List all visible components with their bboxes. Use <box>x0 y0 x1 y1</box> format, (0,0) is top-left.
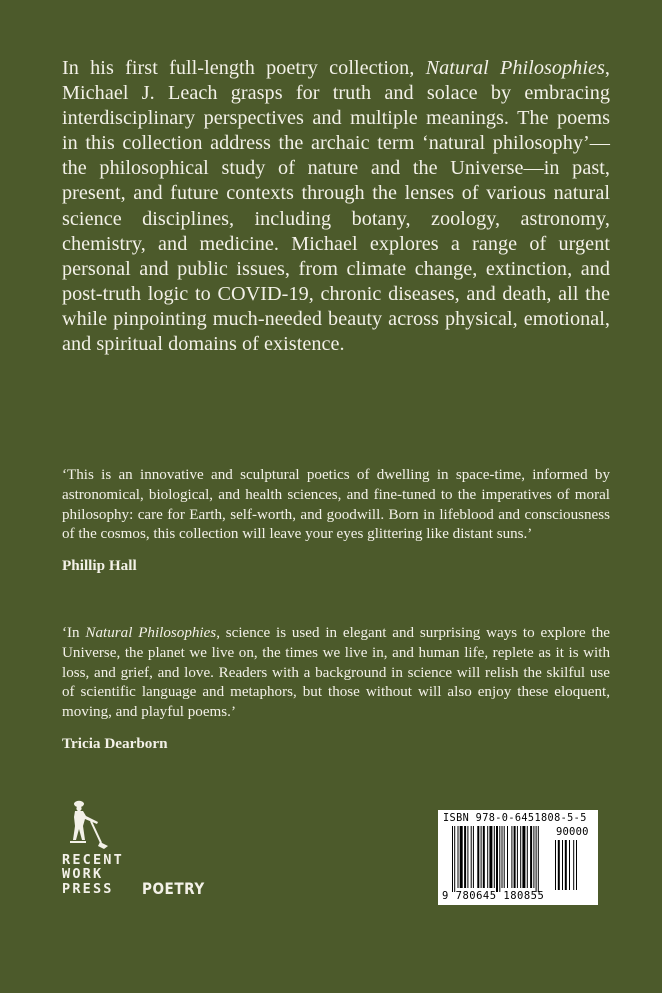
endorsement-text <box>62 624 610 723</box>
description-intro: In his first full-length poetry collection, <box>62 57 426 79</box>
publisher-logo <box>62 800 132 900</box>
category-label: POETRY <box>142 879 205 898</box>
book-title: Natural Philosophies <box>425 57 605 79</box>
endorsement-author: Tricia Dearborn <box>62 734 168 752</box>
book-description <box>62 56 610 357</box>
person-digging-icon <box>64 800 110 850</box>
publisher-name: RECENT WORK PRESS <box>62 852 124 897</box>
endorsement-body: , science is used in elegant and surprising ways to explore the Universe, the planet we live on, the times we live in, and human life, replete as it is with loss, and grief, and love. Readers with a background in science will relish the skilful use of scientific language and metaphors, but those without will also enjoy these eloquent, moving, and playful poems.’ <box>62 625 610 721</box>
endorsement-author: Phillip Hall <box>62 557 137 575</box>
endorsement-text: ‘This is an innovative and sculptural poetics of dwelling in space-time, informed by astronomical, biological, and health sciences, and fine-tuned to the imperatives of moral philosophy: care for Earth, self-worth, and goodwill. Born in lifeblood and consciousness of the cosmos, this collection will leave your eyes glittering like distant suns.’ <box>62 467 610 543</box>
endorsement-prefix: ‘In <box>62 625 86 641</box>
isbn-label: ISBN 978-0-6451808-5-5 <box>443 813 587 824</box>
book-title-inline: Natural Philosophies <box>85 625 217 641</box>
endorsement-2 <box>62 624 610 754</box>
isbn-barcode <box>438 810 598 905</box>
ean-digits: 9 780645 180855 <box>442 890 545 902</box>
barcode-addon-number: 90000 <box>556 826 589 838</box>
description-body: , Michael J. Leach grasps for truth and solace by embracing interdisciplinary perspectives and multiple meanings. The poems in this collection address the archaic term ‘natural philosophy’—the philosophical study of nature and the Universe—in past, present, and future contexts through the lenses of various natural science disciplines, including botany, zoology, astronomy, chemistry, and medicine. Michael explores a range of urgent personal and public issues, from climate change, extinction, and post-truth logic to COVID-19, chronic diseases, and death, all the while pinpointing much-needed beauty across physical, emotional, and spiritual domains of existence. <box>62 57 610 356</box>
endorsement-1 <box>62 466 610 576</box>
